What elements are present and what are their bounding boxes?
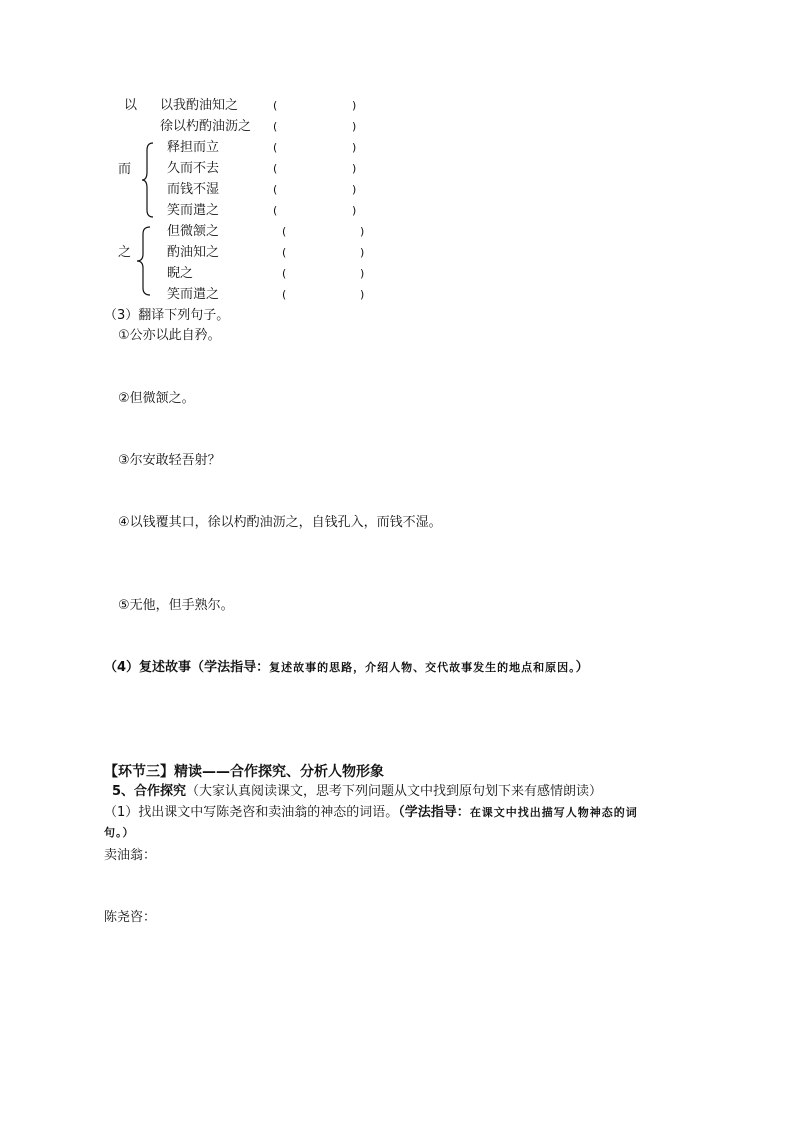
- q4-guide-open: （: [191, 660, 205, 675]
- seller-label: 卖油翁：: [104, 848, 157, 863]
- blank-open: (: [273, 162, 278, 175]
- brace-er-icon: [141, 142, 155, 218]
- blank-close: ): [360, 267, 365, 280]
- item-er-2: 久而不去: [167, 161, 220, 176]
- blank-open: (: [282, 246, 287, 259]
- q1-guide-open: （: [398, 805, 405, 820]
- label-zhi: 之: [118, 245, 132, 260]
- blank-open: (: [273, 120, 278, 133]
- blank-close: ): [360, 288, 365, 301]
- item-er-3: 而钱不湿: [167, 182, 220, 197]
- blank-open: (: [273, 204, 278, 217]
- q3-sentence-2: ②但微颔之。: [118, 391, 195, 406]
- blank-close: ): [352, 141, 357, 154]
- q3-sentence-1: ①公亦以此自矜。: [118, 328, 221, 343]
- q4-guide-text: 复述故事的思路，介绍人物、交代故事发生的地点和原因。: [269, 661, 576, 674]
- blank-close: ): [360, 225, 365, 238]
- q4-prefix: （4）复述故事: [104, 660, 192, 675]
- blank-close: ): [352, 99, 357, 112]
- q3-sentence-4: ④以钱覆其口，徐以杓酌油沥之，自钱孔入，而钱不湿。: [118, 515, 442, 530]
- section3-heading: 【环节三】精读——合作探究、分析人物形象: [104, 764, 384, 780]
- q3-title: （3）翻译下列句子。: [104, 308, 230, 323]
- item-er-4: 笑而遣之: [167, 203, 220, 218]
- brace-zhi-icon: [136, 226, 152, 296]
- item-zhi-4: 笑而遣之: [167, 287, 220, 302]
- blank-open: (: [273, 99, 278, 112]
- label-er: 而: [118, 162, 132, 177]
- item-er-1: 释担而立: [167, 140, 220, 155]
- q4-guide-close: ）: [575, 660, 589, 675]
- item-zhi-3: 睨之: [167, 266, 194, 281]
- blank-close: ): [352, 120, 357, 133]
- blank-open: (: [273, 141, 278, 154]
- q1-text: （1）找出课文中写陈尧咨和卖油翁的神态的词语。: [104, 805, 399, 820]
- q4-line: [104, 660, 589, 676]
- blank-close: ): [352, 204, 357, 217]
- chen-label: 陈尧咨：: [104, 910, 157, 925]
- q1-guide-text: 在课文中找出描写人物神态的词: [469, 806, 638, 819]
- item-zhi-1: 但微颔之: [167, 224, 220, 239]
- blank-open: (: [273, 183, 278, 196]
- blank-open: (: [282, 288, 287, 301]
- q1-guide-cont: 句。）: [104, 826, 135, 839]
- blank-close: ): [360, 246, 365, 259]
- q3-sentence-5: ⑤无他，但手熟尔。: [118, 598, 234, 613]
- blank-close: ): [352, 162, 357, 175]
- item-yi-2: 徐以杓酌油沥之: [160, 119, 252, 134]
- item-zhi-2: 酌油知之: [167, 245, 220, 260]
- blank-open: (: [282, 225, 287, 238]
- label-yi: 以: [124, 98, 138, 113]
- q4-guide-label: 学法指导：: [204, 660, 270, 675]
- q1-line: [104, 805, 638, 821]
- item-yi-1: 以我酌油知之: [160, 98, 239, 113]
- item5-desc: （大家认真阅读课文，思考下列问题从文中找到原句划下来有感情朗读）: [186, 784, 603, 799]
- q3-sentence-3: ③尔安敢轻吾射？: [118, 453, 221, 468]
- blank-close: ): [352, 183, 357, 196]
- item5-line: [112, 784, 602, 800]
- q1-guide-label: 学法指导：: [404, 805, 470, 820]
- item5-label: 5、合作探究: [112, 784, 187, 799]
- blank-open: (: [282, 267, 287, 280]
